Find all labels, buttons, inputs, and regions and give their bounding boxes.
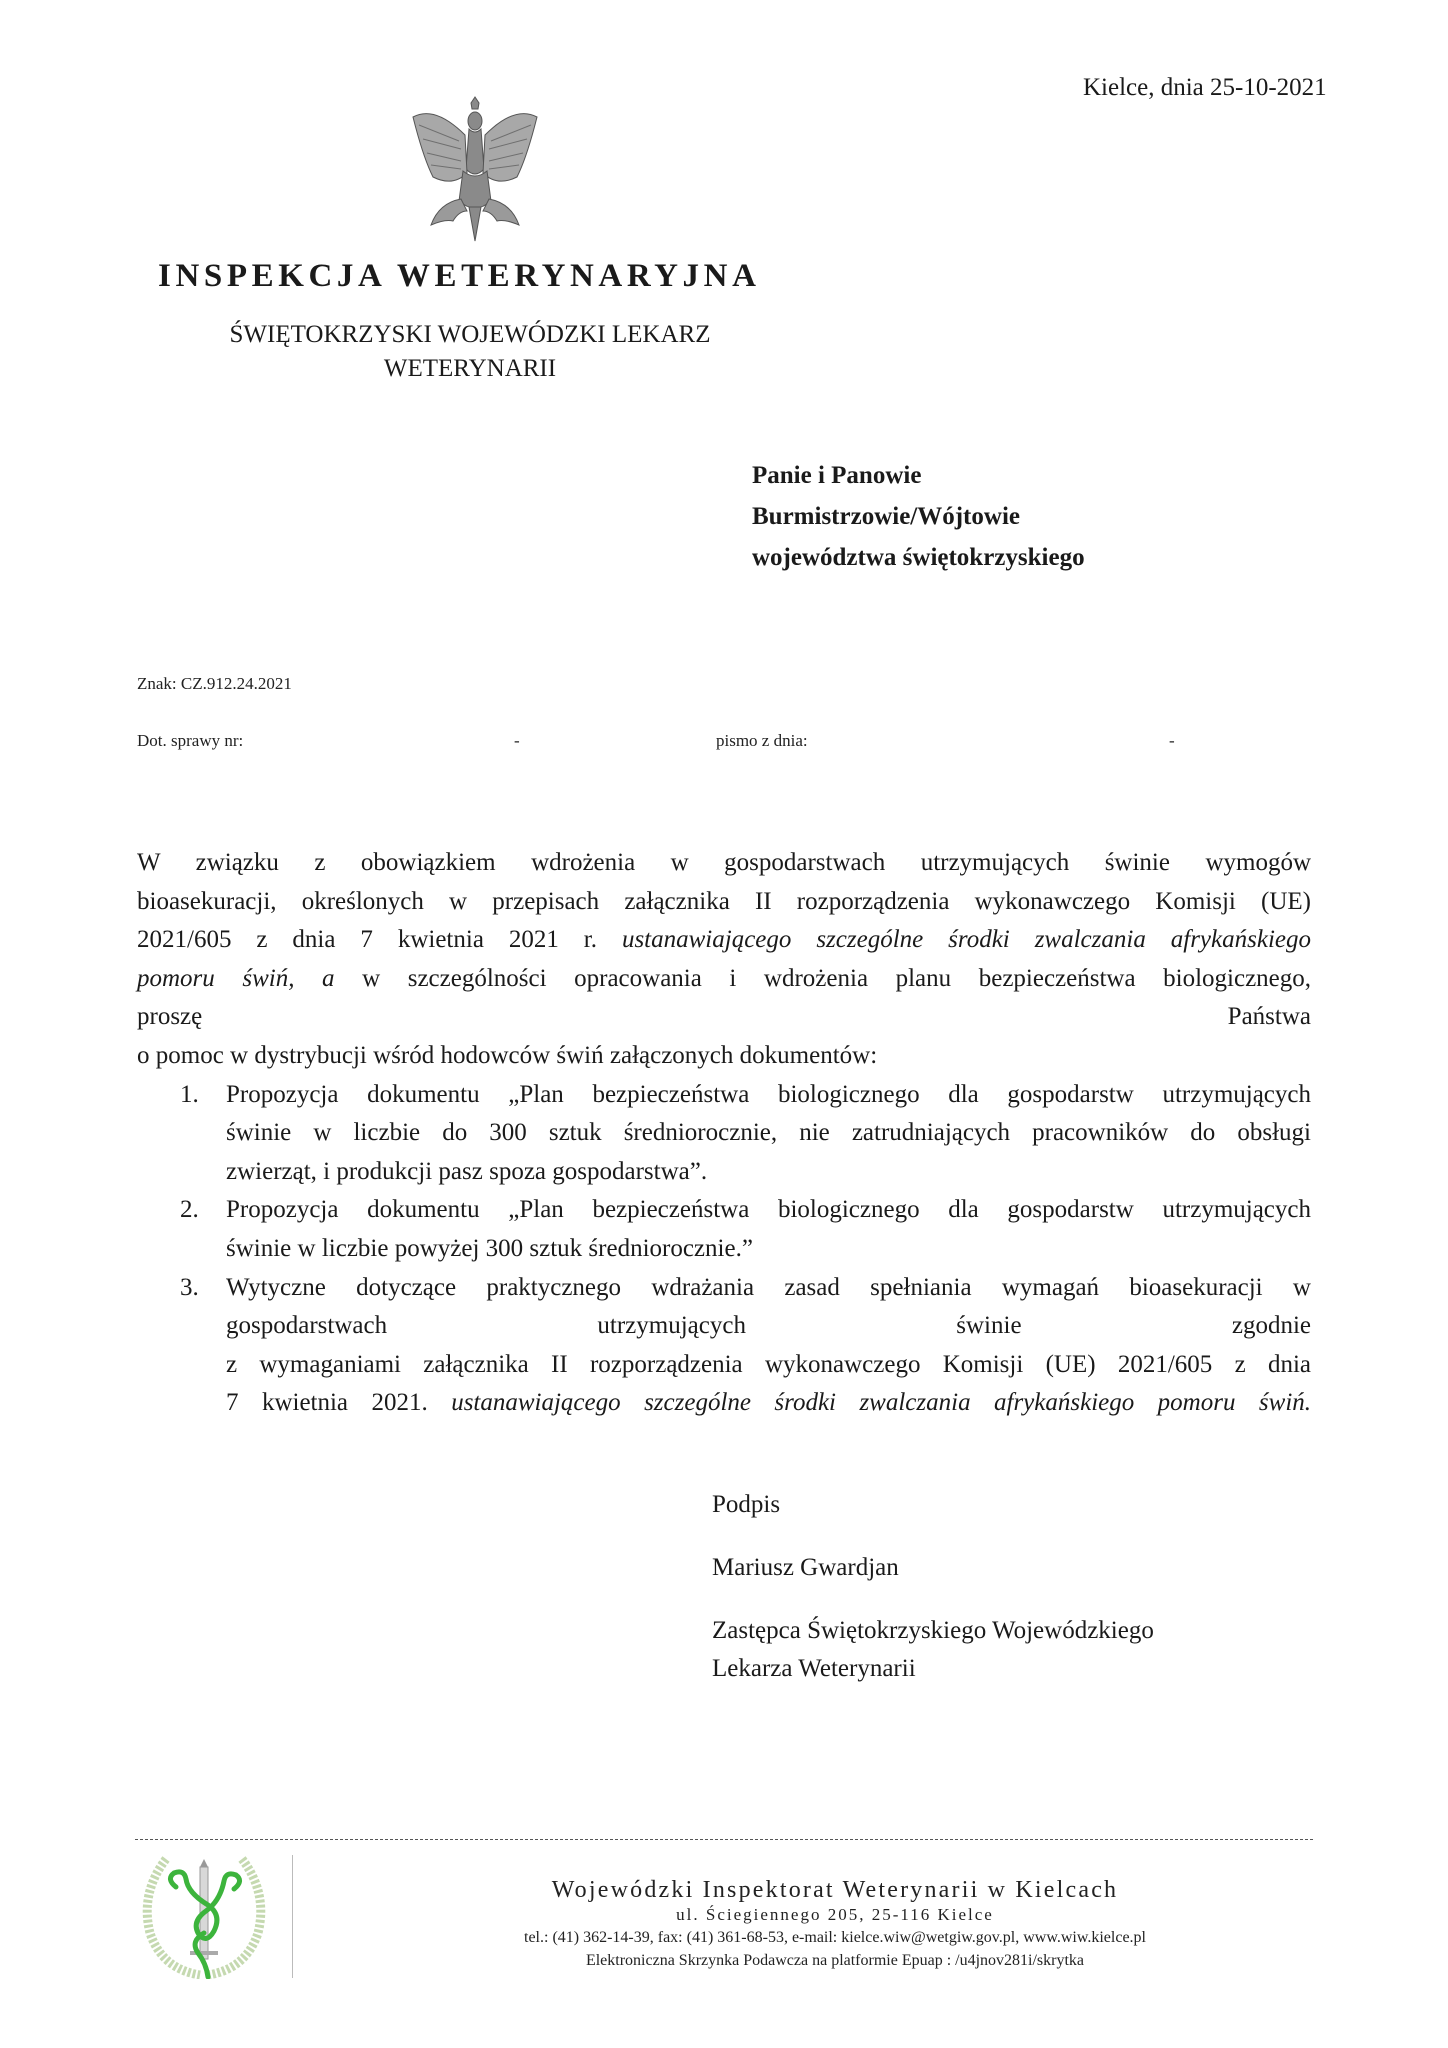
addressee-block xyxy=(752,455,1085,578)
body-line: proszę Państwa xyxy=(137,1003,1311,1031)
body-line: pomoru świń, a w szczególności opracowania i wdrożenia planu bezpieczeństwa biologicznego, xyxy=(137,964,1312,992)
list-item-line: świnie w liczbie powyżej 300 sztuk średniorocznie.” xyxy=(226,1235,753,1262)
footer-epuap: Elektroniczna Skrzynka Podawcza na platformie Epuap : /u4jnov281i/skrytka xyxy=(585,1952,1085,1969)
footer-org-name: Wojewódzki Inspektorat Weterynarii w Kielcach xyxy=(551,1877,1119,1903)
signatory-name: Mariusz Gwardjan xyxy=(712,1554,899,1581)
list-item-line: Propozycja dokumentu „Plan bezpieczeństwa biologicznego dla gospodarstw utrzymujących xyxy=(226,1196,1311,1224)
list-item-line: Propozycja dokumentu „Plan bezpieczeństwa biologicznego dla gospodarstw utrzymujących xyxy=(226,1080,1311,1108)
signature-label: Podpis xyxy=(712,1491,781,1518)
org-subtitle-line1: ŚWIĘTOKRZYSKI WOJEWÓDZKI LEKARZ xyxy=(229,321,711,348)
list-item-line: gospodarstwach utrzymujących świnie zgodnie xyxy=(226,1312,1311,1340)
reference-number: Znak: CZ.912.24.2021 xyxy=(137,674,292,693)
body-line: o pomoc w dystrybucji wśród hodowców świń załączonych dokumentów: xyxy=(137,1042,878,1069)
letter-date-label: pismo z dnia: xyxy=(716,731,808,750)
list-number: 2. xyxy=(180,1196,199,1224)
footer-vertical-divider xyxy=(292,1855,293,1978)
addressee-line: Panie i Panowie xyxy=(752,462,922,489)
addressee-line: województwa świętokrzyskiego xyxy=(752,544,1085,571)
list-item-line: z wymaganiami załącznika II rozporządzenia wykonawczego Komisji (UE) 2021/605 z dnia xyxy=(226,1350,1311,1378)
letter-date: Kielce, dnia 25-10-2021 xyxy=(1083,74,1327,101)
addressee-line: Burmistrzowie/Wójtowie xyxy=(752,503,1020,530)
list-number: 3. xyxy=(180,1273,199,1301)
letter-date-value: - xyxy=(1169,731,1175,750)
case-number-label: Dot. sprawy nr: xyxy=(137,731,244,750)
signatory-title-line1: Zastępca Świętokrzyskiego Wojewódzkiego xyxy=(712,1617,1154,1644)
list-item-line: Wytyczne dotyczące praktycznego wdrażania zasad spełniania wymagań bioasekuracji w xyxy=(226,1273,1311,1301)
signatory-title-line2: Lekarza Weterynarii xyxy=(712,1655,916,1682)
org-subtitle-line2: WETERYNARII xyxy=(383,355,557,382)
veterinary-caduceus-logo-icon xyxy=(136,1853,272,1979)
list-item-line: 7 kwietnia 2021. ustanawiającego szczególne środki zwalczania afrykańskiego pomoru świń. xyxy=(226,1389,1312,1417)
polish-eagle-emblem-icon xyxy=(405,95,545,245)
org-subtitle xyxy=(160,318,780,386)
body-line: W związku z obowiązkiem wdrożenia w gospodarstwach utrzymujących świnie wymogów xyxy=(137,849,1311,876)
list-item-line: świnie w liczbie do 300 sztuk średniorocznie, nie zatrudniających pracowników do obsługi xyxy=(226,1119,1311,1147)
org-title: INSPEKCJA WETERYNARYJNA xyxy=(158,258,761,294)
body-line: 2021/605 z dnia 7 kwietnia 2021 r. ustanawiającego szczególne środki zwalczania afrykańskiego xyxy=(137,926,1311,954)
body-line: bioasekuracji, określonych w przepisach załącznika II rozporządzenia wykonawczego Komisji (UE) xyxy=(137,887,1311,915)
list-number: 1. xyxy=(180,1080,199,1108)
case-number-value: - xyxy=(514,731,520,750)
footer-divider xyxy=(135,1839,1313,1840)
list-item-line: zwierząt, i produkcji pasz spoza gospodarstwa”. xyxy=(226,1157,708,1185)
footer-address: ul. Ściegiennego 205, 25-116 Kielce xyxy=(676,1905,994,1924)
footer-contact: tel.: (41) 362-14-39, fax: (41) 361-68-53, e-mail: kielce.wiw@wetgiw.gov.pl, www.wiw.kielce.pl xyxy=(524,1929,1146,1946)
